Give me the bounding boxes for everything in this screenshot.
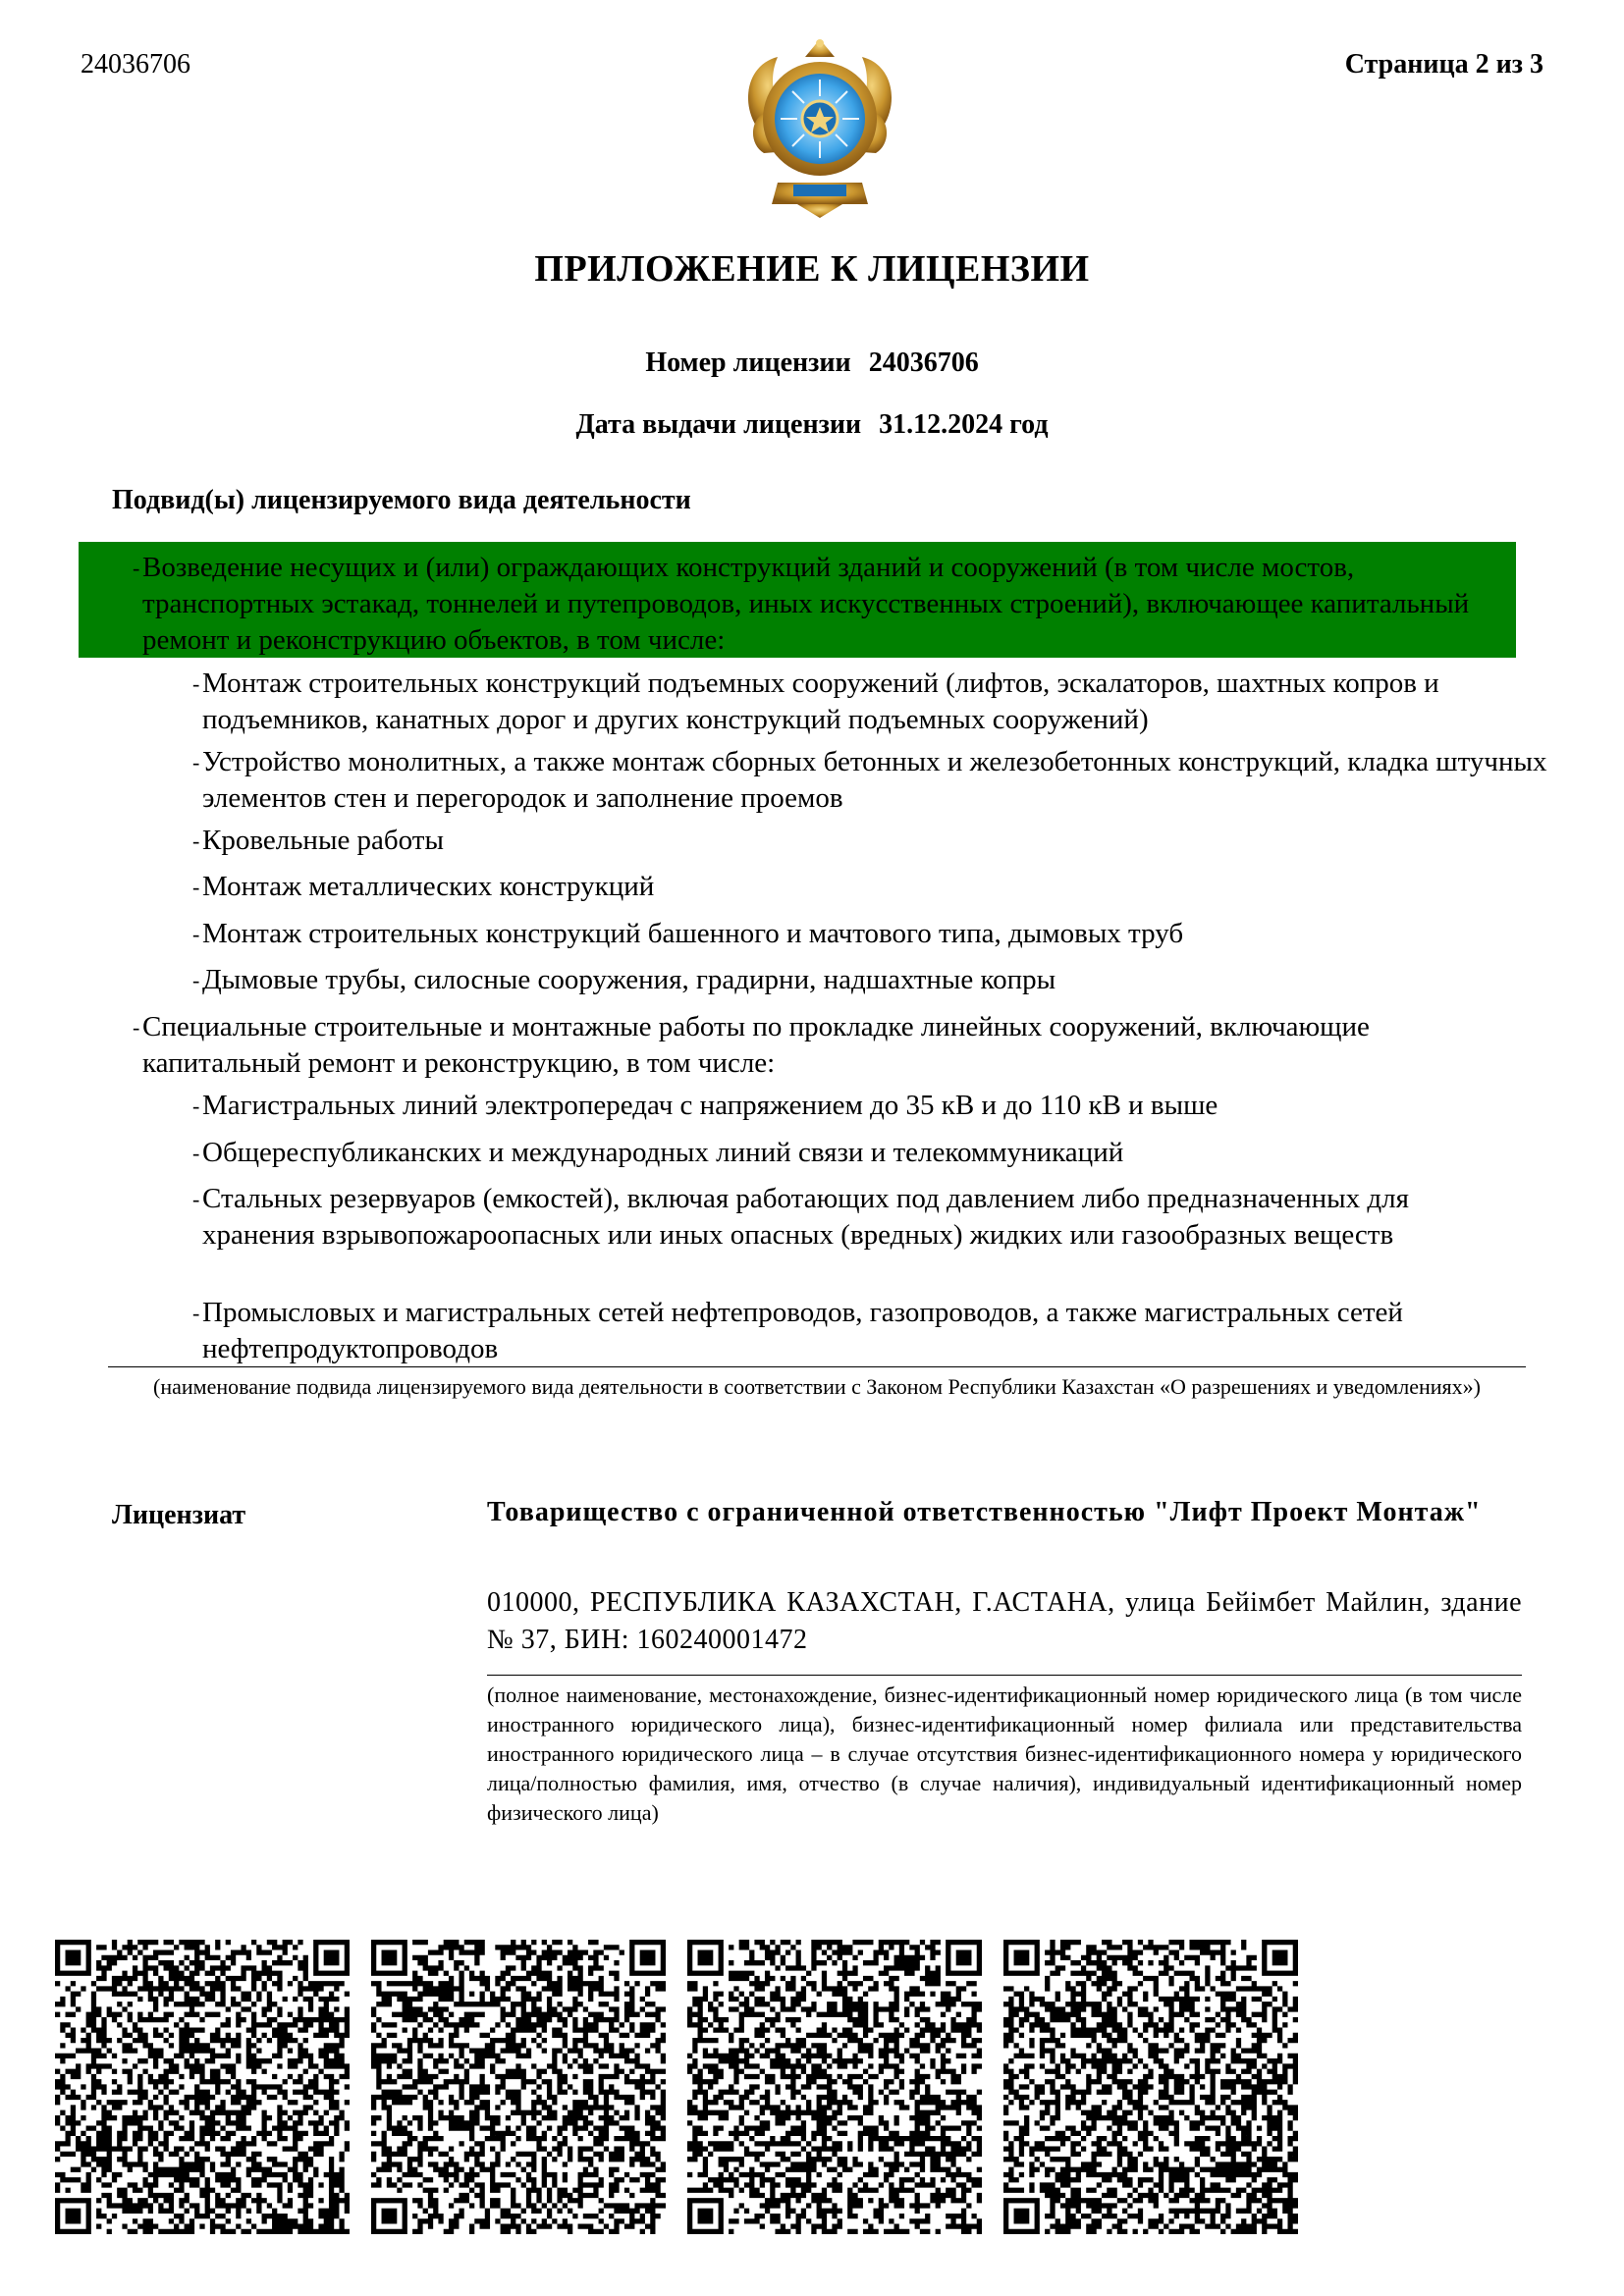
licensee-address: 010000, РЕСПУБЛИКА КАЗАХСТАН, Г.АСТАНА, улица Бейімбет Майлин, здание № 37, БИН: 160240001472 bbox=[487, 1587, 1522, 1655]
subtype-caption: (наименование подвида лицензируемого вида деятельности в соответствии с Законом Республики Казахстан «О разрешениях и уведомлениях») bbox=[153, 1374, 1481, 1399]
activity-subitem: - Стальных резервуаров (емкостей), включая работающих под давлением либо предназначенных для хранения взрывопожароопасных или иных опасных (вредных) жидких или газообразных веществ bbox=[192, 1183, 1409, 1251]
activity-subitem-text: Стальных резервуаров (емкостей), включая работающих под давлением либо предназначенных для хранения взрывопожароопасных или иных опасных (вредных) жидких или газообразных веществ bbox=[202, 1183, 1409, 1251]
qr-code-icon bbox=[371, 1940, 666, 2234]
page-counter: Страница 2 из 3 bbox=[1344, 49, 1543, 80]
activity-text: Специальные строительные и монтажные работы по прокладке линейных сооружений, включающие капитальный ремонт и реконструкцию, в том числе: bbox=[142, 1011, 1370, 1079]
licensee-caption: (полное наименование, местонахождение, бизнес-идентификационный номер юридического лица (в том числе иностранного юридического лица), бизнес-идентификационный номер филиала или представительства иностранного юридического лица – в случае отсутствия бизнес-идентификационного номера у юридического лица/полностью фамилия, имя, отчество (в случае наличия), индивидуальный идентификационный номер физического лица) bbox=[487, 1682, 1522, 1825]
qr-code-icon bbox=[687, 1940, 982, 2234]
divider bbox=[487, 1675, 1522, 1676]
activity-subitem: - Монтаж металлических конструкций bbox=[192, 871, 655, 902]
activity-text: Возведение несущих и (или) ограждающих конструкций зданий и сооружений (в том числе мостов, транспортных эстакад, тоннелей и путепроводов, иных искусственных строений), включающее капитальный ремонт и реконструкцию объектов, в том числе: bbox=[142, 552, 1470, 656]
activity-subitem-text: Кровельные работы bbox=[202, 825, 444, 856]
state-emblem-icon bbox=[738, 35, 901, 222]
activity-subitem: - Монтаж строительных конструкций башенного и мачтового типа, дымовых труб bbox=[192, 918, 1184, 949]
activity-subitem: - Кровельные работы bbox=[192, 825, 444, 856]
license-number-line bbox=[0, 347, 1624, 379]
activity-subitem-text: Монтаж строительных конструкций подъемных сооружений (лифтов, эскалаторов, шахтных копров и подъемников, канатных дорог и других конструкций подъемных сооружений) bbox=[202, 667, 1439, 735]
activity-subitem-text: Монтаж строительных конструкций башенного и мачтового типа, дымовых труб bbox=[202, 918, 1184, 949]
activity-item: - Возведение несущих и (или) ограждающих конструкций зданий и сооружений (в том числе мостов, транспортных эстакад, тоннелей и путепроводов, иных искусственных строений), включающее капитальный ремонт и реконструкцию объектов, в том числе: bbox=[133, 552, 1470, 656]
page-title: ПРИЛОЖЕНИЕ К ЛИЦЕНЗИИ bbox=[534, 248, 1090, 290]
document-number: 24036706 bbox=[81, 49, 190, 80]
issue-date-line bbox=[0, 409, 1624, 441]
activity-subitem-text: Магистральных линий электропередач с напряжением до 35 кВ и до 110 кВ и выше bbox=[202, 1090, 1218, 1121]
activity-subitem: - Промысловых и магистральных сетей нефтепроводов, газопроводов, а также магистральных сетей нефтепродуктопроводов bbox=[192, 1297, 1403, 1364]
activity-subitem: - Магистральных линий электропередач с напряжением до 35 кВ и до 110 кВ и выше bbox=[192, 1090, 1218, 1121]
subtype-section-label: Подвид(ы) лицензируемого вида деятельности bbox=[112, 485, 691, 515]
issue-date-value: 31.12.2024 год bbox=[879, 409, 1049, 440]
activity-subitem-text: Общереспубликанских и международных линий связи и телекоммуникаций bbox=[202, 1137, 1124, 1168]
licensee-label: Лицензиат bbox=[112, 1500, 246, 1530]
activity-subitem-text: Монтаж металлических конструкций bbox=[202, 871, 655, 902]
activity-subitem-text: Устройство монолитных, а также монтаж сборных бетонных и железобетонных конструкций, кладка штучных элементов стен и перегородок и заполнение проемов bbox=[202, 746, 1547, 814]
activity-subitem: - Устройство монолитных, а также монтаж сборных бетонных и железобетонных конструкций, кладка штучных элементов стен и перегородок и заполнение проемов bbox=[192, 746, 1547, 814]
activity-subitem-text: Промысловых и магистральных сетей нефтепроводов, газопроводов, а также магистральных сетей нефтепродуктопроводов bbox=[202, 1297, 1403, 1364]
activity-subitem: - Общереспубликанских и международных линий связи и телекоммуникаций bbox=[192, 1137, 1124, 1168]
activity-item: - Специальные строительные и монтажные работы по прокладке линейных сооружений, включающие капитальный ремонт и реконструкцию, в том числе: bbox=[133, 1011, 1370, 1079]
activity-subitem: - Дымовые трубы, силосные сооружения, градирни, надшахтные копры bbox=[192, 964, 1056, 995]
license-number-label: Номер лицензии bbox=[645, 347, 851, 378]
licensee-name: Товарищество с ограниченной ответственностью "Лифт Проект Монтаж" bbox=[487, 1497, 1482, 1527]
activity-subitem: - Монтаж строительных конструкций подъемных сооружений (лифтов, эскалаторов, шахтных копров и подъемников, канатных дорог и других конструкций подъемных сооружений) bbox=[192, 667, 1439, 735]
issue-date-label: Дата выдачи лицензии bbox=[575, 409, 862, 440]
qr-code-icon bbox=[1003, 1940, 1298, 2234]
divider bbox=[108, 1366, 1526, 1367]
qr-code-icon bbox=[55, 1940, 350, 2234]
activity-subitem-text: Дымовые трубы, силосные сооружения, градирни, надшахтные копры bbox=[202, 964, 1056, 995]
license-number-value: 24036706 bbox=[868, 347, 979, 378]
